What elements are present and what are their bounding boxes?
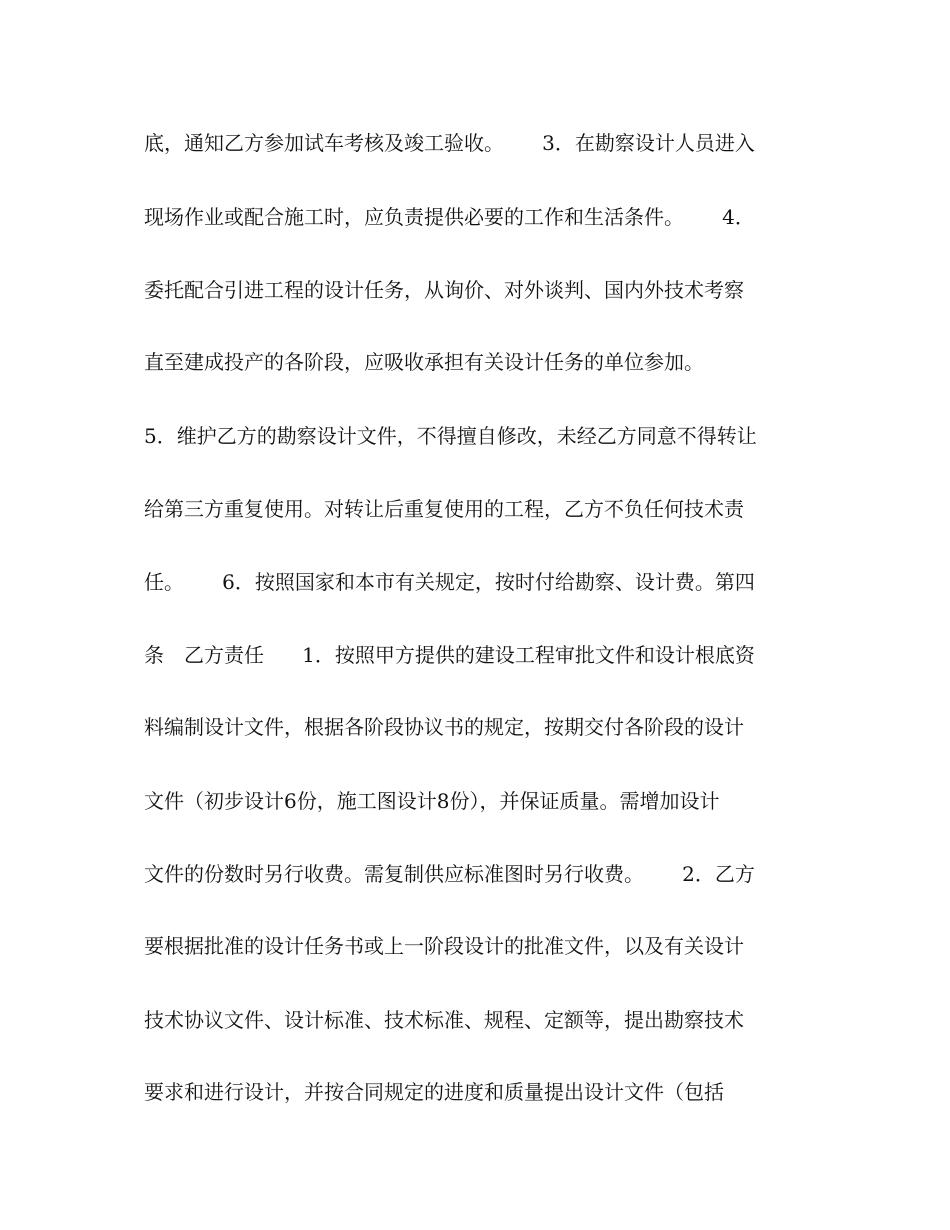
- text-line: 5．维护乙方的勘察设计文件，不得擅自修改，未经乙方同意不得转让: [144, 424, 757, 448]
- text-line: 任。 6．按照国家和本市有关规定，按时付给勘察、设计费。第四: [144, 570, 755, 594]
- text-line: 委托配合引进工程的设计任务，从询价、对外谈判、国内外技术考察: [144, 278, 744, 302]
- text-line: 条 乙方责任 1．按照甲方提供的建设工程审批文件和设计根底资: [144, 643, 755, 667]
- text-line: 底，通知乙方参加试车考核及竣工验收。 3．在勘察设计人员进入: [144, 131, 755, 155]
- text-line: 要求和进行设计，并按合同规定的进度和质量提出设计文件（包括: [144, 1080, 724, 1104]
- text-line: 文件的份数时另行收费。需复制供应标准图时另行收费。 2．乙方: [144, 862, 755, 886]
- text-line: 文件（初步设计6份，施工图设计8份），并保证质量。需增加设计: [144, 789, 720, 813]
- text-line: 直至建成投产的各阶段，应吸收承担有关设计任务的单位参加。: [144, 350, 704, 374]
- text-line: 技术协议文件、设计标准、技术标准、规程、定额等，提出勘察技术: [144, 1008, 744, 1032]
- text-line: 要根据批准的设计任务书或上一阶段设计的批准文件，以及有关设计: [144, 934, 744, 958]
- text-line: 料编制设计文件，根据各阶段协议书的规定，按期交付各阶段的设计: [144, 715, 744, 739]
- text-line: 给第三方重复使用。对转让后重复使用的工程，乙方不负任何技术责: [144, 497, 744, 521]
- text-line: 现场作业或配合施工时，应负责提供必要的工作和生活条件。 4．: [144, 205, 755, 229]
